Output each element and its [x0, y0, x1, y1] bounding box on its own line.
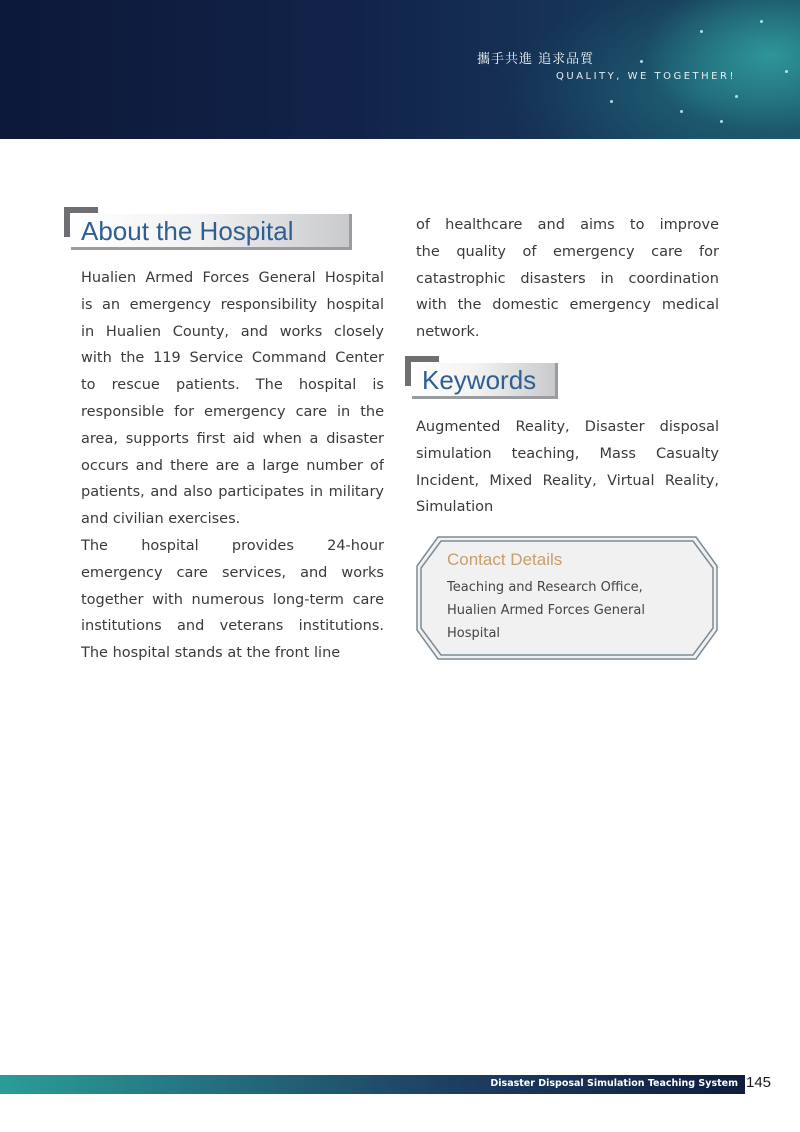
text-line: catastrophic disasters in coordination	[416, 270, 719, 287]
footer-title: Disaster Disposal Simulation Teaching System	[490, 1078, 738, 1089]
text-line: The hospital provides 24-hour	[81, 537, 384, 554]
text-line: with the 119 Service Command Center	[81, 350, 384, 367]
text-line: Incident, Mixed Reality, Virtual Reality,	[416, 472, 719, 489]
sparkle-dot	[700, 30, 703, 33]
text-line: occurs and there are a large number of	[81, 457, 384, 474]
text-line: in Hualien County, and works closely	[81, 323, 384, 340]
text-line: Augmented Reality, Disaster disposal	[416, 419, 719, 435]
text-line: is an emergency responsibility hospital	[81, 296, 384, 313]
text-line: simulation teaching, Mass Casualty	[416, 445, 719, 462]
text-line: responsible for emergency care in the	[81, 403, 384, 420]
about-body-column-2	[416, 212, 719, 346]
keywords-body	[416, 414, 719, 521]
keywords-heading-title: Keywords	[412, 363, 558, 399]
text-line: to rescue patients. The hospital is	[81, 377, 384, 394]
text-line: with the domestic emergency medical	[416, 297, 719, 314]
contact-line: Hospital	[447, 626, 501, 641]
text-line: network.	[416, 324, 480, 341]
about-body-column-1	[81, 265, 384, 667]
contact-title: Contact Details	[447, 550, 563, 569]
sparkle-dot	[760, 20, 763, 23]
sparkle-dot	[680, 110, 683, 113]
contact-line: Teaching and Research Office,	[447, 580, 643, 595]
contact-details-box	[416, 536, 718, 660]
sparkle-dot	[610, 100, 613, 103]
text-line: area, supports first aid when a disaster	[81, 430, 384, 447]
page-number: 145	[746, 1074, 772, 1091]
banner-slogan-english: QUALITY, WE TOGETHER!	[556, 71, 736, 82]
contact-body	[447, 576, 645, 645]
text-line: and civilian exercises.	[81, 511, 241, 528]
text-line: emergency care services, and works	[81, 564, 384, 581]
text-line: institutions and veterans institutions.	[81, 618, 384, 635]
text-line: patients, and also participates in military	[81, 484, 384, 501]
header-banner	[0, 0, 800, 139]
text-line: Hualien Armed Forces General Hospital	[81, 270, 384, 286]
contact-line: Hualien Armed Forces General	[447, 603, 645, 618]
sparkle-dot	[640, 60, 643, 63]
sparkle-dot	[785, 70, 788, 73]
text-line: of healthcare and aims to improve	[416, 217, 719, 233]
text-line: together with numerous long-term care	[81, 591, 384, 608]
text-line: Simulation	[416, 499, 494, 516]
sparkle-dot	[720, 120, 723, 123]
banner-slogan-chinese: 攜手共進 追求品質	[477, 52, 595, 67]
sparkle-dot	[735, 95, 738, 98]
text-line: the quality of emergency care for	[416, 243, 719, 260]
about-heading-title: About the Hospital	[71, 214, 352, 250]
text-line: The hospital stands at the front line	[81, 645, 341, 662]
